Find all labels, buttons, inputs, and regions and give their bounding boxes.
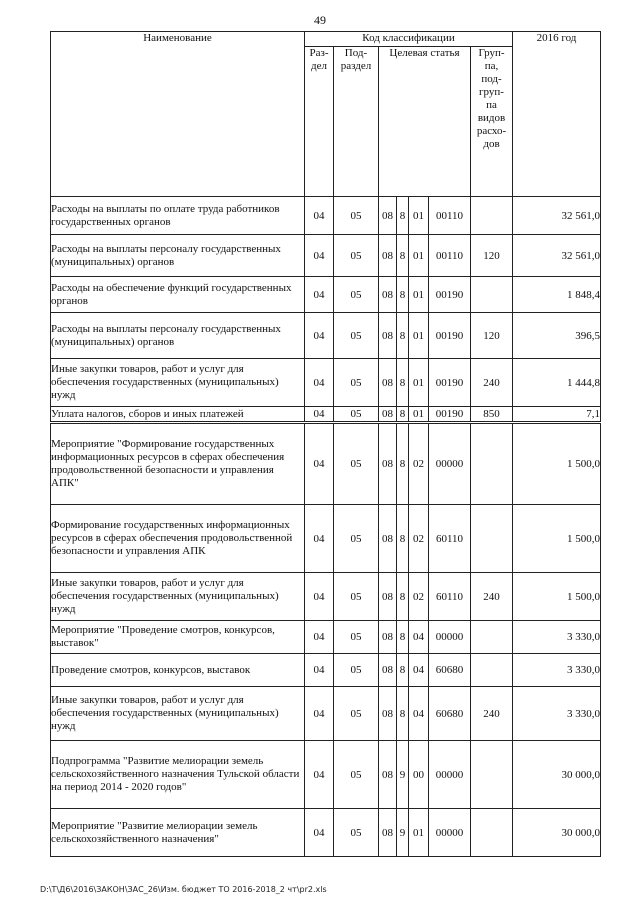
row-amount: 30 000,0 (513, 809, 601, 857)
row-vid: 850 (471, 407, 513, 423)
row-cs-program: 08 (379, 505, 397, 573)
row-podrazdel: 05 (334, 741, 379, 809)
row-podrazdel: 05 (334, 235, 379, 277)
row-vid: 120 (471, 313, 513, 359)
row-cs-subprogram: 8 (397, 407, 409, 423)
row-cs-event: 04 (409, 621, 429, 654)
row-podrazdel: 05 (334, 197, 379, 235)
row-amount: 32 561,0 (513, 235, 601, 277)
row-name: Расходы на выплаты по оплате труда работников государственных органов (51, 197, 305, 235)
row-cs-direction: 00110 (429, 235, 471, 277)
row-cs-direction: 60110 (429, 573, 471, 621)
row-cs-direction: 00000 (429, 621, 471, 654)
table-row (51, 687, 601, 741)
column-header-year: 2016 год (513, 32, 601, 197)
row-razdel: 04 (305, 809, 334, 857)
row-cs-direction: 00190 (429, 277, 471, 313)
row-cs-event: 02 (409, 573, 429, 621)
row-vid: 240 (471, 573, 513, 621)
row-cs-subprogram: 8 (397, 277, 409, 313)
row-razdel: 04 (305, 573, 334, 621)
row-vid: 120 (471, 235, 513, 277)
row-amount: 1 848,4 (513, 277, 601, 313)
row-cs-event: 04 (409, 687, 429, 741)
row-cs-subprogram: 9 (397, 741, 409, 809)
row-cs-subprogram: 8 (397, 573, 409, 621)
row-amount: 3 330,0 (513, 687, 601, 741)
row-cs-program: 08 (379, 407, 397, 423)
row-cs-direction: 00000 (429, 423, 471, 505)
row-cs-direction: 00110 (429, 197, 471, 235)
row-cs-program: 08 (379, 359, 397, 407)
row-cs-program: 08 (379, 313, 397, 359)
row-vid (471, 741, 513, 809)
row-razdel: 04 (305, 197, 334, 235)
row-razdel: 04 (305, 423, 334, 505)
table-row (51, 407, 601, 423)
row-podrazdel: 05 (334, 573, 379, 621)
row-cs-direction: 60110 (429, 505, 471, 573)
row-cs-direction: 00190 (429, 359, 471, 407)
row-cs-event: 04 (409, 654, 429, 687)
row-cs-program: 08 (379, 621, 397, 654)
row-podrazdel: 05 (334, 654, 379, 687)
row-cs-program: 08 (379, 423, 397, 505)
row-podrazdel: 05 (334, 277, 379, 313)
row-name: Иные закупки товаров, работ и услуг для обеспечения государственных (муниципальных) нужд (51, 573, 305, 621)
row-cs-subprogram: 8 (397, 359, 409, 407)
row-vid (471, 809, 513, 857)
row-cs-event: 01 (409, 235, 429, 277)
row-amount: 1 500,0 (513, 505, 601, 573)
table-row (51, 313, 601, 359)
row-razdel: 04 (305, 313, 334, 359)
row-podrazdel: 05 (334, 423, 379, 505)
row-cs-event: 02 (409, 505, 429, 573)
row-cs-program: 08 (379, 235, 397, 277)
table-row (51, 809, 601, 857)
row-cs-subprogram: 9 (397, 809, 409, 857)
row-cs-direction: 00000 (429, 741, 471, 809)
header-row-1 (51, 32, 601, 47)
table-row (51, 573, 601, 621)
row-name: Иные закупки товаров, работ и услуг для обеспечения государственных (муниципальных) нужд (51, 687, 305, 741)
row-cs-direction: 00000 (429, 809, 471, 857)
row-amount: 1 500,0 (513, 573, 601, 621)
file-path-footer: D:\Т\Д6\2016\ЗАКОН\ЗАС_26\Изм. бюджет ТО 2016-2018_2 чт\pr2.xls (40, 885, 327, 894)
row-cs-subprogram: 8 (397, 235, 409, 277)
row-amount: 7,1 (513, 407, 601, 423)
row-cs-event: 01 (409, 313, 429, 359)
row-name: Расходы на обеспечение функций государственных органов (51, 277, 305, 313)
column-header-subsection: Под- раздел (334, 47, 379, 197)
row-razdel: 04 (305, 505, 334, 573)
page-number: 49 (314, 13, 326, 27)
row-cs-event: 01 (409, 407, 429, 423)
row-podrazdel: 05 (334, 407, 379, 423)
row-razdel: 04 (305, 687, 334, 741)
row-cs-subprogram: 8 (397, 654, 409, 687)
column-header-section: Раз- дел (305, 47, 334, 197)
column-header-name: Наименование (51, 32, 305, 197)
row-amount: 1 500,0 (513, 423, 601, 505)
row-vid (471, 621, 513, 654)
row-cs-subprogram: 8 (397, 197, 409, 235)
table-row (51, 235, 601, 277)
row-cs-direction: 60680 (429, 654, 471, 687)
column-header-target-article: Целевая статья (379, 47, 471, 197)
row-razdel: 04 (305, 277, 334, 313)
table-row (51, 359, 601, 407)
row-cs-program: 08 (379, 277, 397, 313)
row-cs-subprogram: 8 (397, 313, 409, 359)
row-vid (471, 197, 513, 235)
row-name: Иные закупки товаров, работ и услуг для обеспечения государственных (муниципальных) нужд (51, 359, 305, 407)
table-row (51, 277, 601, 313)
row-podrazdel: 05 (334, 687, 379, 741)
budget-table (50, 31, 601, 857)
row-cs-program: 08 (379, 687, 397, 741)
row-name: Уплата налогов, сборов и иных платежей (51, 407, 305, 423)
row-cs-direction: 00190 (429, 407, 471, 423)
column-header-expense-group: Груп- па, под- груп- па видов расхо- дов (471, 47, 513, 197)
table-row (51, 654, 601, 687)
row-podrazdel: 05 (334, 621, 379, 654)
row-cs-event: 01 (409, 277, 429, 313)
row-vid (471, 505, 513, 573)
table-row (51, 505, 601, 573)
row-name: Формирование государственных информационных ресурсов в сферах обеспечения продовольственной безопасности и управления АПК (51, 505, 305, 573)
row-razdel: 04 (305, 741, 334, 809)
row-cs-subprogram: 8 (397, 423, 409, 505)
row-vid (471, 277, 513, 313)
table-row (51, 197, 601, 235)
row-cs-program: 08 (379, 197, 397, 235)
row-cs-subprogram: 8 (397, 505, 409, 573)
table-row (51, 621, 601, 654)
row-name: Мероприятие "Проведение смотров, конкурсов, выставок" (51, 621, 305, 654)
table-row (51, 741, 601, 809)
row-podrazdel: 05 (334, 313, 379, 359)
row-cs-direction: 60680 (429, 687, 471, 741)
row-amount: 3 330,0 (513, 621, 601, 654)
row-cs-event: 01 (409, 359, 429, 407)
row-name: Расходы на выплаты персоналу государственных (муниципальных) органов (51, 235, 305, 277)
row-vid: 240 (471, 687, 513, 741)
row-name: Расходы на выплаты персоналу государственных (муниципальных) органов (51, 313, 305, 359)
row-podrazdel: 05 (334, 505, 379, 573)
row-cs-event: 02 (409, 423, 429, 505)
row-razdel: 04 (305, 654, 334, 687)
row-cs-program: 08 (379, 741, 397, 809)
row-podrazdel: 05 (334, 809, 379, 857)
column-header-classification: Код классификации (305, 32, 513, 47)
row-cs-direction: 00190 (429, 313, 471, 359)
row-amount: 3 330,0 (513, 654, 601, 687)
row-cs-program: 08 (379, 809, 397, 857)
row-cs-event: 01 (409, 809, 429, 857)
row-vid: 240 (471, 359, 513, 407)
row-cs-program: 08 (379, 654, 397, 687)
row-razdel: 04 (305, 407, 334, 423)
row-razdel: 04 (305, 235, 334, 277)
row-razdel: 04 (305, 621, 334, 654)
row-cs-event: 01 (409, 197, 429, 235)
row-vid (471, 423, 513, 505)
row-amount: 396,5 (513, 313, 601, 359)
row-name: Мероприятие "Развитие мелиорации земель сельскохозяйственного назначения" (51, 809, 305, 857)
row-amount: 30 000,0 (513, 741, 601, 809)
row-amount: 1 444,8 (513, 359, 601, 407)
row-cs-subprogram: 8 (397, 687, 409, 741)
row-amount: 32 561,0 (513, 197, 601, 235)
row-name: Подпрограмма "Развитие мелиорации земель сельскохозяйственного назначения Тульской области на период 2014 - 2020 годов" (51, 741, 305, 809)
row-razdel: 04 (305, 359, 334, 407)
row-name: Мероприятие "Формирование государственных информационных ресурсов в сферах обеспечения продовольственной безопасности и управления АПК" (51, 423, 305, 505)
row-podrazdel: 05 (334, 359, 379, 407)
row-vid (471, 654, 513, 687)
row-name: Проведение смотров, конкурсов, выставок (51, 654, 305, 687)
row-cs-program: 08 (379, 573, 397, 621)
row-cs-subprogram: 8 (397, 621, 409, 654)
row-cs-event: 00 (409, 741, 429, 809)
table-row (51, 423, 601, 505)
